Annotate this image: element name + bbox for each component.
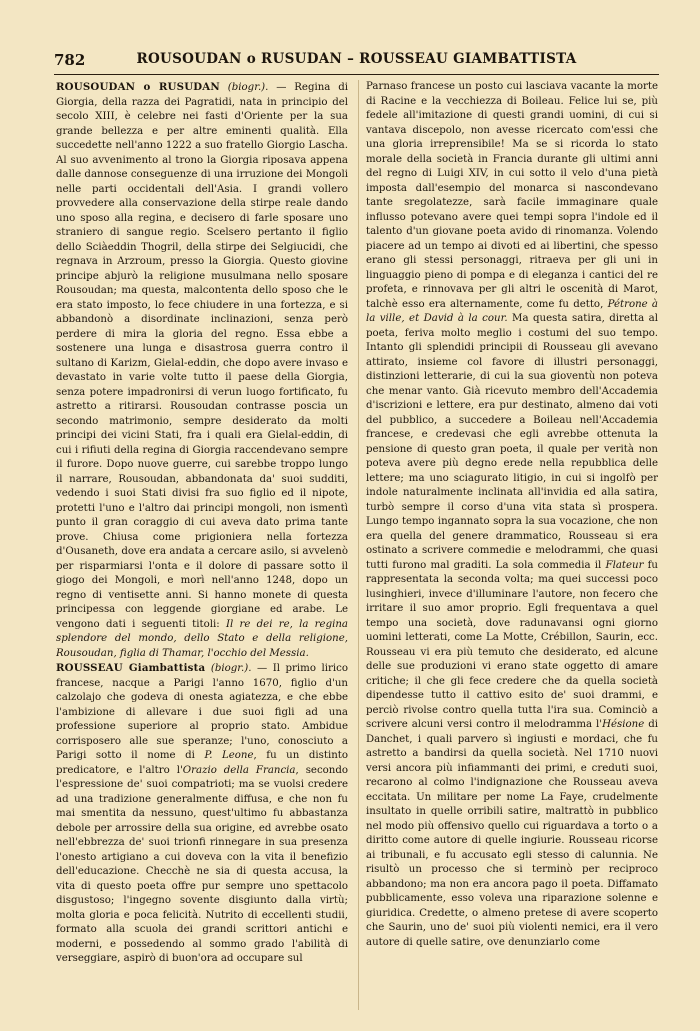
entry-body: , secondo l'espressione de' suoi compatrioti; ma se vuolsi credere ad una tradizione generalmente diffusa, e che non fu mai smentita da nessuno, quest'ultimo fu abbastanza debole per arrossire della sua origine, ed avrebbe osato nell'ebbrezza de' suoi trionfi rinnegare in sua presenza l'onesto artigiano a cui doveva con la vita il benefizio dell'educazione. Checchè ne sia di questa accusa, la vita di questo poeta offre pur sempre uno spettacolo disgustoso; l'ingegno sovente disgiunto dalla virtù; molta gloria e poca felicità. Nutrito di eccellenti studii, formato alla scuola dei grandi scrittori antichi e moderni, e possedendo al sommo grado l'abilità di verseggiare, aspirò di buon'ora ad occupare sul bbox=[56, 764, 348, 964]
running-title: ROUSOUDAN o RUSUDAN – ROUSSEAU GIAMBATTISTA bbox=[136, 51, 577, 67]
left-column bbox=[56, 80, 348, 1016]
page-number: 782 bbox=[54, 51, 86, 69]
headword-rousseau: ROUSSEAU Giambattista bbox=[56, 662, 206, 674]
entry-body: , fu un distinto predicatore, e l'altro l' bbox=[56, 750, 348, 776]
title-flateur: Flateur bbox=[605, 559, 644, 571]
quote-petrone: Pétrone à la ville, et David à la cour. bbox=[366, 298, 658, 324]
headword-rousoudan: ROUSOUDAN o RUSUDAN bbox=[56, 81, 220, 93]
entry-rousseau-continued bbox=[366, 80, 658, 950]
entry-body: di Danchet, i quali parvero sì ingiusti e mordaci, che fu astretto a bandirsi da quella società. Nel 1710 nuovi versi ancora più infiammanti dei primi, e creduti suoi, recarono al colmo l'indignazione che Rousseau aveva eccitata. Un militare per nome La Faye, crudelmente insultato in quelle orribili satire, maltrattò in pubblico nel modo più offensivo quello cui riguardava a torto o a diritto come autore di quelle ingiurie. Rousseau ricorse ai tribunali, e fu accusato egli stesso di calunnia. Ne risultò un processo che si terminò per reciproco abbandono; ma non era ancora pago il poeta. Diffamato pubblicamente, esso voleva una riparazione solenne e giuridica. Credette, o almeno pretese di avere scoperto che Saurin, uno de' suoi più violenti nemici, era il vero autore di quelle satire, ove denunziarlo come bbox=[366, 719, 658, 948]
name-orazio: Orazio della Francia bbox=[182, 764, 296, 776]
title-hesione: Hésione bbox=[602, 719, 645, 730]
name-leone: P. Leone bbox=[204, 750, 254, 761]
right-column bbox=[366, 80, 658, 1016]
entry-rousoudan bbox=[56, 80, 348, 661]
entry-body: Ma questa satira, diretta al poeta, feriva molto meglio i costumi del suo tempo. Intanto gli splendidi principii di Rousseau gli avevano attirato, insieme col favore di illustri personaggi, distinzioni letterarie, di cui la sua gioventù non poteva che menar vanto. Già ricevuto membro dell'Accademia d'iscrizioni e lettere, era pur destinato, almeno dai voti del pubblico, a succedere a Boileau nell'Accademia francese, e credevasi che egli avrebbe ottenuta la pensione di questo gran poeta, il quale per verità non poteva avere più degno erede nella repubblica delle lettere; ma uno sciagurato litigio, in cui si ingolfò per indole naturalmente inclinata all'invidia ed alla satira, turbò sempre il corso d'una vita stata sì prospera. Lungo tempo ingannato sopra la sua vocazione, che non era quella del genere drammatico, Rousseau si era ostinato a scrivere commedie e melodrammi, che quasi tutti furono mal graditi. La sola commedia il bbox=[366, 313, 658, 571]
entry-rousseau bbox=[56, 661, 348, 967]
page-header bbox=[54, 49, 659, 71]
column-separator bbox=[358, 80, 359, 1010]
entry-tag: (biogr.). bbox=[210, 663, 252, 674]
entry-body: — Regina di Giorgia, della razza dei Pagratidi, nata in principio del secolo XIII, è celebre nei fasti d'Oriente per la sua grande bellezza e per altre eminenti qualità. Ella succedette nell'anno 1222 a suo fratello Giorgio Lascha. Al suo avvenimento al trono la Giorgia riposava appena dalle dannose conseguenze di una irruzione dei Mongoli nelle parti occidentali dell'Asia. I grandi vollero provvedere alla conservazione della stirpe reale dando uno sposo alla regina, e decisero di farle sposare uno straniero di sangue regio. Scelsero pertanto il figlio dello Sciàeddin Thogril, della stirpe dei Selgiucidi, che regnava in Arzroum, presso la Giorgia. Questo giovine principe abjurò la religione musulmana nello sposare Rousoudan; ma questa, malcontenta dello sposo che le era stato imposto, lo fece chiudere in una fortezza, e si abbandonò a disordinate inclinazioni, senza però perdere di mira la gloria del regno. Essa ebbe a sostenere una lunga e disastrosa guerra contro il sultano di Karizm, Gielal-eddin, che dopo avere invaso e devastato in varie volte tutto il paese della Giorgia, senza potere impadronirsi di verun luogo fortificato, fu astretto a ritirarsi. Rousoudan contrasse poscia un secondo matrimonio, sempre desiderato da molti principi dei vicini Stati, fra i quali era Gielal-eddin, di cui i rifiuti della regina di Giorgia raccendevano sempre il furore. Dopo nuove guerre, cui sarebbe troppo lungo il narrare, Rousoudan, abbandonata da' suoi sudditi, vedendo i suoi Stati divisi fra suo figlio ed il nipote, protetti l'uno e l'altro dai principi mongoli, non ismentì punto il gran coraggio di cui aveva dato prima tante prove. Chiusa come prigioniera nella fortezza d'Ousaneth, dove era andata a cercare asilo, si avvelenò per risparmiarsi l'onta e il dolore di passare sotto il giogo dei Mongoli, e morì nell'anno 1248, dopo un regno di ventisette anni. Si hanno monete di questa principessa con leggende giorgiane ed arabe. Le vengono dati i seguenti titoli: bbox=[56, 82, 348, 630]
entry-body: Parnaso francese un posto cui lasciava vacante la morte di Racine e la vecchiezza di Boileau. Felice lui se, più fedele all'imitazione di questi grandi uomini, di cui si vantava discepolo, non avesse ricercato com'essi che una gloria irreprensibile! Ma se si ricorda lo stato morale della società in Francia durante gli ultimi anni del regno di Luigi XIV, in cui sotto il velo d'una pietà imposta dall'esempio del monarca si nascondevano tante sregolatezze, sarà facile immaginare quale influsso potevano avere quei tempi sopra l'indole ed il talento d'un giovane poeta avido di rinomanza. Volendo piacere ad un tempo ai divoti ed ai libertini, che spesso erano gli stessi personaggi, ritraeva per gli uni in linguaggio pieno di pompa e di eleganza i cantici del re profeta, e rinnovava per gli altri le oscenità di Marot, talchè esso era alternamente, come fu detto, bbox=[366, 81, 658, 310]
entry-body: fu rappresentata la seconda volta; ma quei successi poco lusinghieri, invece d'illuminare l'autore, non fecero che irritare il suo amor proprio. Egli frequentava a quel tempo una società, dove radunavansi ogni giorno uomini letterati, come La Motte, Crébillon, Saurin, ecc. Rousseau vi era più temuto che desiderato, ed alcune delle sue produzioni vi erano state oggetto di amare critiche; il che gli fece credere che da quella società dipendesse tutto il cattivo esito de' suoi drammi, e perciò rivolse contro quella tutta l'ira sua. Cominciò a scrivere alcuni versi contro il melodramma l' bbox=[366, 559, 658, 730]
header-rule bbox=[54, 74, 659, 75]
entry-tag: (biogr.). bbox=[227, 82, 269, 93]
entry-titles: Il re dei re, la regina splendore del mondo, dello Stato e della religione, Rousoudan, figlia di Thamar, l'occhio del Messia. bbox=[56, 618, 348, 659]
entry-body: — Il primo lirico francese, nacque a Parigi l'anno 1670, figlio d'un calzolajo che godeva di onesta agiatezza, e che ebbe l'ambizione di allevare i due suoi figli ad una professione superiore al proprio stato. Ambidue corrisposero alle sue speranze; l'uno, conosciuto a Parigi sotto il nome di bbox=[56, 663, 348, 761]
